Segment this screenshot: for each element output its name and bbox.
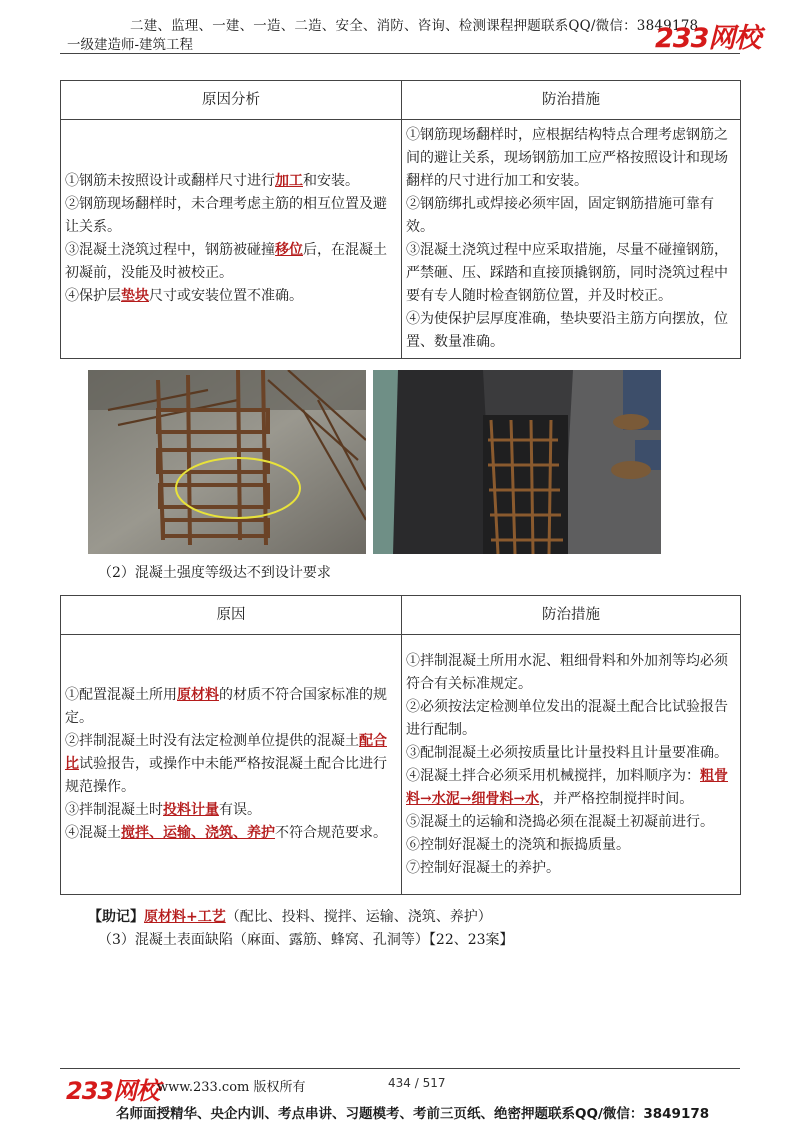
footer-logo: 233网校 <box>66 1077 160 1105</box>
measure-item: ⑥控制好混凝土的浇筑和振捣质量。 <box>406 836 630 853</box>
measure-item: ⑦控制好混凝土的养护。 <box>406 859 560 876</box>
measure-item: ③混凝土浇筑过程中应采取措施，尽量不碰撞钢筋，严禁砸、压、踩踏和直接顶撬钢筋，同时浇筑过程中要有专人随时检查钢筋位置，并及时校正。 <box>406 242 728 304</box>
header-divider <box>60 53 740 54</box>
section-2-heading: （2）混凝土强度等级达不到设计要求 <box>98 565 331 581</box>
trench-rebar-photo <box>373 370 661 554</box>
table1-causes-cell <box>61 120 402 359</box>
document-subtitle: 一级建造师-建筑工程 <box>67 37 194 53</box>
cause-item: ②拌制混凝土时没有法定检测单位提供的混凝土配合比试验报告，或操作中未能严格按混凝土配合比进行规范操作。 <box>65 733 387 795</box>
footer-ad-line: 名师面授精华、央企内训、考点串讲、习题模考、考前三页纸、绝密押题联系QQ/微信：3849178 <box>116 1106 710 1122</box>
page-number: 434 / 517 <box>388 1076 446 1090</box>
measure-item: ①拌制混凝土所用水泥、粗细骨料和外加剂等均必须符合有关标准规定。 <box>406 652 728 692</box>
cause-item: ①钢筋未按照设计或翻样尺寸进行加工和安装。 <box>65 173 359 189</box>
cause-item: ③拌制混凝土时投料计量有误。 <box>65 802 261 818</box>
measure-item: ④混凝土拌合必须采用机械搅拌，加料顺序为：粗骨料→水泥→细骨料→水，并严格控制搅拌时间。 <box>406 767 728 807</box>
header-ad-line: 二建、监理、一建、一造、二造、安全、消防、咨询、检测课程押题联系QQ/微信：3849178 <box>130 18 699 34</box>
footer-divider <box>60 1068 740 1069</box>
footer-copyright[interactable]: www.233.com 版权所有 <box>157 1080 306 1095</box>
cause-item: ①配置混凝土所用原材料的材质不符合国家标准的规定。 <box>65 687 387 726</box>
table1-col2-header: 防治措施 <box>402 81 741 120</box>
cause-item: ②钢筋现场翻样时，未合理考虑主筋的相互位置及避让关系。 <box>65 196 387 235</box>
measure-item: ②必须按法定检测单位发出的混凝土配合比试验报告进行配制。 <box>406 698 728 738</box>
rebar-defect-table <box>60 80 741 359</box>
section-3-heading: （3）混凝土表面缺陷（麻面、露筋、蜂窝、孔洞等）【22、23案】 <box>98 932 514 948</box>
table1-measures-cell <box>402 120 741 359</box>
table2-measures-cell <box>402 635 741 895</box>
table2-col2-header: 防治措施 <box>402 596 741 635</box>
measure-item: ②钢筋绑扎或焊接必须牢固，固定钢筋措施可靠有效。 <box>406 196 714 235</box>
cause-item: ③混凝土浇筑过程中，钢筋被碰撞移位后，在混凝土初凝前，没能及时被校正。 <box>65 242 387 281</box>
measure-item: ③配制混凝土必须按质量比计量投料且计量要准确。 <box>406 744 728 761</box>
table2-col1-header: 原因 <box>61 596 402 635</box>
measure-item: ④为使保护层厚度准确，垫块要沿主筋方向摆放，位置、数量准确。 <box>406 311 728 350</box>
measure-item: ①钢筋现场翻样时，应根据结构特点合理考虑钢筋之间的避让关系，现场钢筋加工应严格按照设计和现场翻样的尺寸进行加工和安装。 <box>406 127 728 189</box>
measure-item: ⑤混凝土的运输和浇捣必须在混凝土初凝前进行。 <box>406 813 714 830</box>
concrete-strength-table <box>60 595 741 895</box>
table1-col1-header: 原因分析 <box>61 81 402 120</box>
mnemonic-note: 【助记】原材料+工艺（配比、投料、搅拌、运输、浇筑、养护） <box>88 909 492 925</box>
brand-logo: 233网校 <box>655 23 761 54</box>
cause-item: ④混凝土搅拌、运输、浇筑、养护不符合规范要求。 <box>65 825 387 841</box>
rebar-cage-photo <box>88 370 366 554</box>
table2-causes-cell <box>61 635 402 895</box>
cause-item: ④保护层垫块尺寸或安装位置不准确。 <box>65 288 303 304</box>
